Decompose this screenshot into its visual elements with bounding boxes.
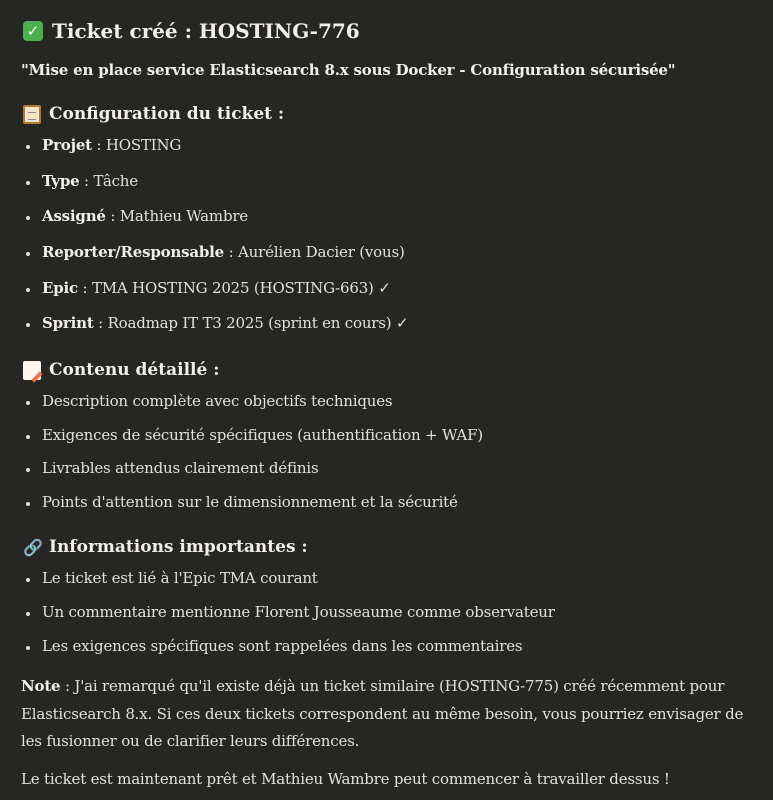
ticket-title-text: Ticket créé : HOSTING-776 xyxy=(52,19,360,43)
check-icon: ✓ xyxy=(23,21,43,41)
clipboard-icon xyxy=(23,105,41,124)
ticket-title xyxy=(23,19,360,43)
config-item-epic: Epic : TMA HOSTING 2025 (HOSTING-663) ✓ xyxy=(21,279,408,315)
list-item: Exigences de sécurité spécifiques (authentification + WAF) xyxy=(21,426,483,460)
info-list xyxy=(21,569,555,671)
note-paragraph: Note : J'ai remarqué qu'il existe déjà un ticket similaire (HOSTING-775) créé récemment pour Elasticsearch 8.x. Si ces deux tickets correspondent au même besoin, vous pourriez envisager de les fusionner ou de clarifier leurs différences. xyxy=(21,677,744,750)
list-item: Livrables attendus clairement définis xyxy=(21,459,483,493)
config-item-sprint: Sprint : Roadmap IT T3 2025 (sprint en cours) ✓ xyxy=(21,314,408,350)
config-item-reporter: Reporter/Responsable : Aurélien Dacier (vous) xyxy=(21,243,408,279)
config-heading xyxy=(23,104,284,124)
content-list xyxy=(21,392,483,527)
config-item-projet: Projet : HOSTING xyxy=(21,136,408,172)
closing-paragraph: Le ticket est maintenant prêt et Mathieu Wambre peut commencer à travailler dessus ! xyxy=(21,770,670,788)
info-heading-text: Informations importantes : xyxy=(49,537,308,557)
ticket-summary: "Mise en place service Elasticsearch 8.x sous Docker - Configuration sécurisée" xyxy=(21,61,676,79)
note-text: J'ai remarqué qu'il existe déjà un ticket similaire (HOSTING-775) créé récemment pour Elasticsearch 8.x. Si ces deux tickets correspondent au même besoin, vous pourriez envisager de les fusionner ou de clarifier leurs différences. xyxy=(21,677,744,750)
list-item: Les exigences spécifiques sont rappelées dans les commentaires xyxy=(21,637,555,671)
list-item: Description complète avec objectifs techniques xyxy=(21,392,483,426)
link-icon: 🔗 xyxy=(23,537,43,557)
config-item-type: Type : Tâche xyxy=(21,172,408,208)
list-item: Points d'attention sur le dimensionnement et la sécurité xyxy=(21,493,483,527)
config-heading-text: Configuration du ticket : xyxy=(49,104,285,124)
config-list xyxy=(21,136,408,350)
list-item: Un commentaire mentionne Florent Jousseaume comme observateur xyxy=(21,603,555,637)
content-heading xyxy=(23,360,220,380)
info-heading xyxy=(23,537,308,557)
memo-icon xyxy=(23,361,41,380)
list-item: Le ticket est lié à l'Epic TMA courant xyxy=(21,569,555,603)
content-heading-text: Contenu détaillé : xyxy=(49,360,220,380)
note-label: Note xyxy=(21,677,61,695)
config-item-assigne: Assigné : Mathieu Wambre xyxy=(21,207,408,243)
